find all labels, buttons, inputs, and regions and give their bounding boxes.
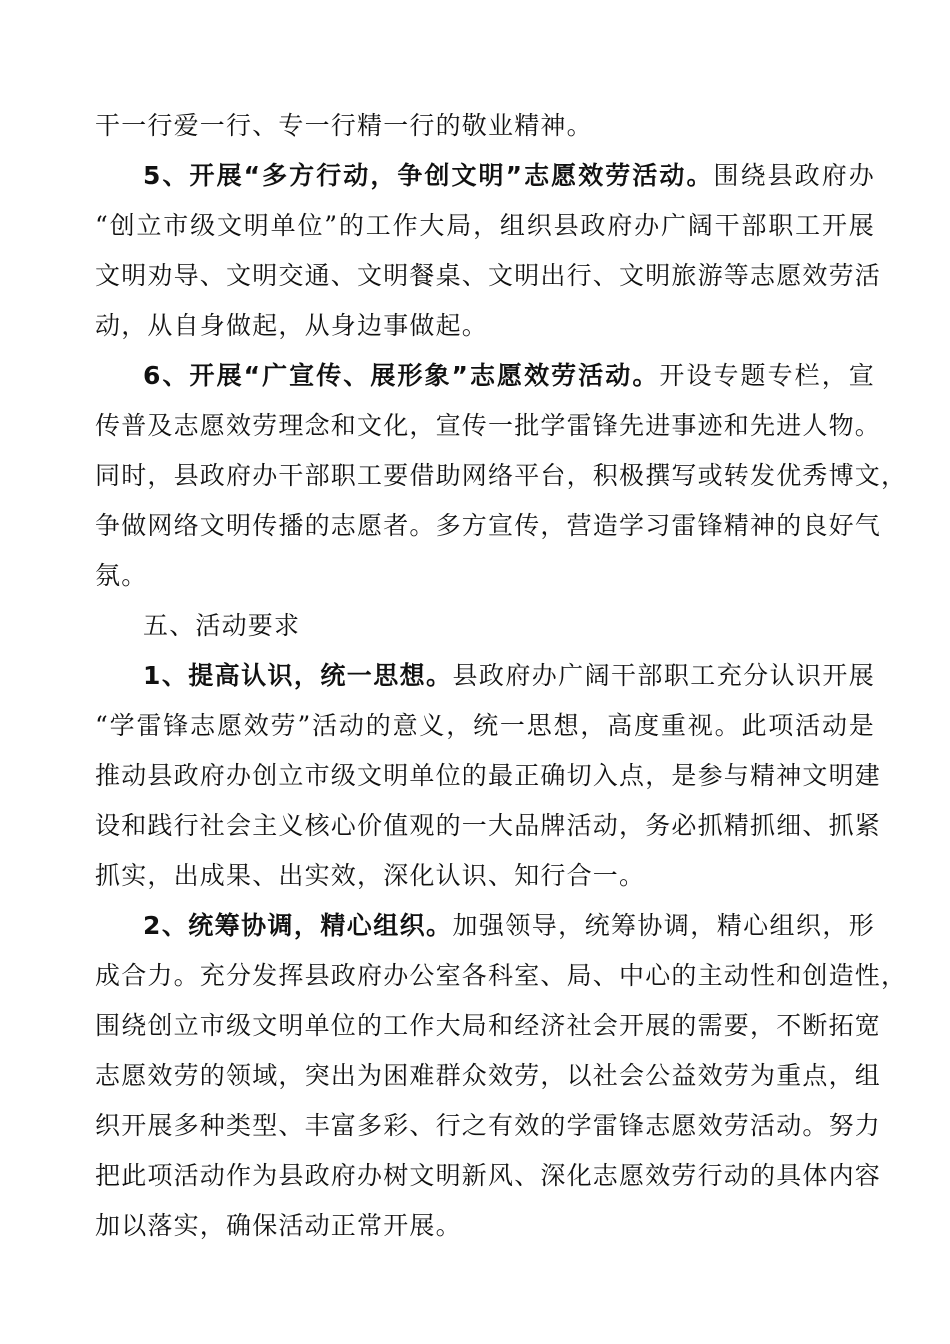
paragraph-line: 文明劝导、文明交通、文明餐桌、文明出行、文明旅游等志愿效劳活 bbox=[95, 261, 882, 290]
paragraph-line: 干一行爱一行、专一行精一行的敬业精神。 bbox=[95, 111, 593, 140]
item-5-first-line bbox=[143, 159, 875, 193]
paragraph-line: 氛。 bbox=[95, 561, 148, 590]
requirement-2-heading: 2、统筹协调，精心组织。 bbox=[143, 911, 453, 940]
paragraph-line: 加以落实，确保活动正常开展。 bbox=[95, 1211, 462, 1240]
paragraph-line: 同时，县政府办干部职工要借助网络平台，积极撰写或转发优秀博文， bbox=[95, 461, 908, 490]
paragraph-line: 织开展多种类型、丰富多彩、行之有效的学雷锋志愿效劳活动。努力 bbox=[95, 1111, 882, 1140]
requirement-2-text: 加强领导，统筹协调，精心组织，形 bbox=[452, 911, 876, 940]
paragraph-line: 争做网络文明传播的志愿者。多方宣传，营造学习雷锋精神的良好气 bbox=[95, 511, 882, 540]
paragraph-line: 动，从自身做起，从身边事做起。 bbox=[95, 311, 489, 340]
paragraph-line: “创立市级文明单位”的工作大局，组织县政府办广阔干部职工开展 bbox=[95, 211, 875, 240]
paragraph-line: 把此项活动作为县政府办树文明新风、深化志愿效劳行动的具体内容 bbox=[95, 1161, 882, 1190]
paragraph-line: 设和践行社会主义核心价值观的一大品牌活动，务必抓精抓细、抓紧 bbox=[95, 811, 882, 840]
requirement-1-first-line bbox=[143, 659, 875, 693]
paragraph-line: 推动县政府办创立市级文明单位的最正确切入点，是参与精神文明建 bbox=[95, 761, 882, 790]
paragraph-line: 围绕创立市级文明单位的工作大局和经济社会开展的需要，不断拓宽 bbox=[95, 1011, 882, 1040]
paragraph-line: 抓实，出成果、出实效，深化认识、知行合一。 bbox=[95, 861, 646, 890]
paragraph-line: “学雷锋志愿效劳”活动的意义，统一思想，高度重视。此项活动是 bbox=[95, 711, 875, 740]
item-6-text: 开设专题专栏，宣 bbox=[659, 361, 875, 390]
item-6-heading: 6、开展“广宣传、展形象”志愿效劳活动。 bbox=[143, 361, 660, 390]
item-5-heading: 5、开展“多方行动，争创文明”志愿效劳活动。 bbox=[143, 161, 714, 190]
section-heading: 五、活动要求 bbox=[143, 611, 301, 640]
requirement-1-heading: 1、提高认识，统一思想。 bbox=[143, 661, 453, 690]
requirement-2-first-line bbox=[143, 909, 875, 943]
paragraph-line: 传普及志愿效劳理念和文化，宣传一批学雷锋先进事迹和先进人物。 bbox=[95, 411, 882, 440]
paragraph-line: 成合力。充分发挥县政府办公室各科室、局、中心的主动性和创造性， bbox=[95, 961, 908, 990]
item-5-text: 围绕县政府办 bbox=[713, 161, 875, 190]
item-6-first-line bbox=[143, 359, 875, 393]
requirement-1-text: 县政府办广阔干部职工充分认识开展 bbox=[452, 661, 876, 690]
paragraph-line: 志愿效劳的领域，突出为困难群众效劳，以社会公益效劳为重点，组 bbox=[95, 1061, 882, 1090]
